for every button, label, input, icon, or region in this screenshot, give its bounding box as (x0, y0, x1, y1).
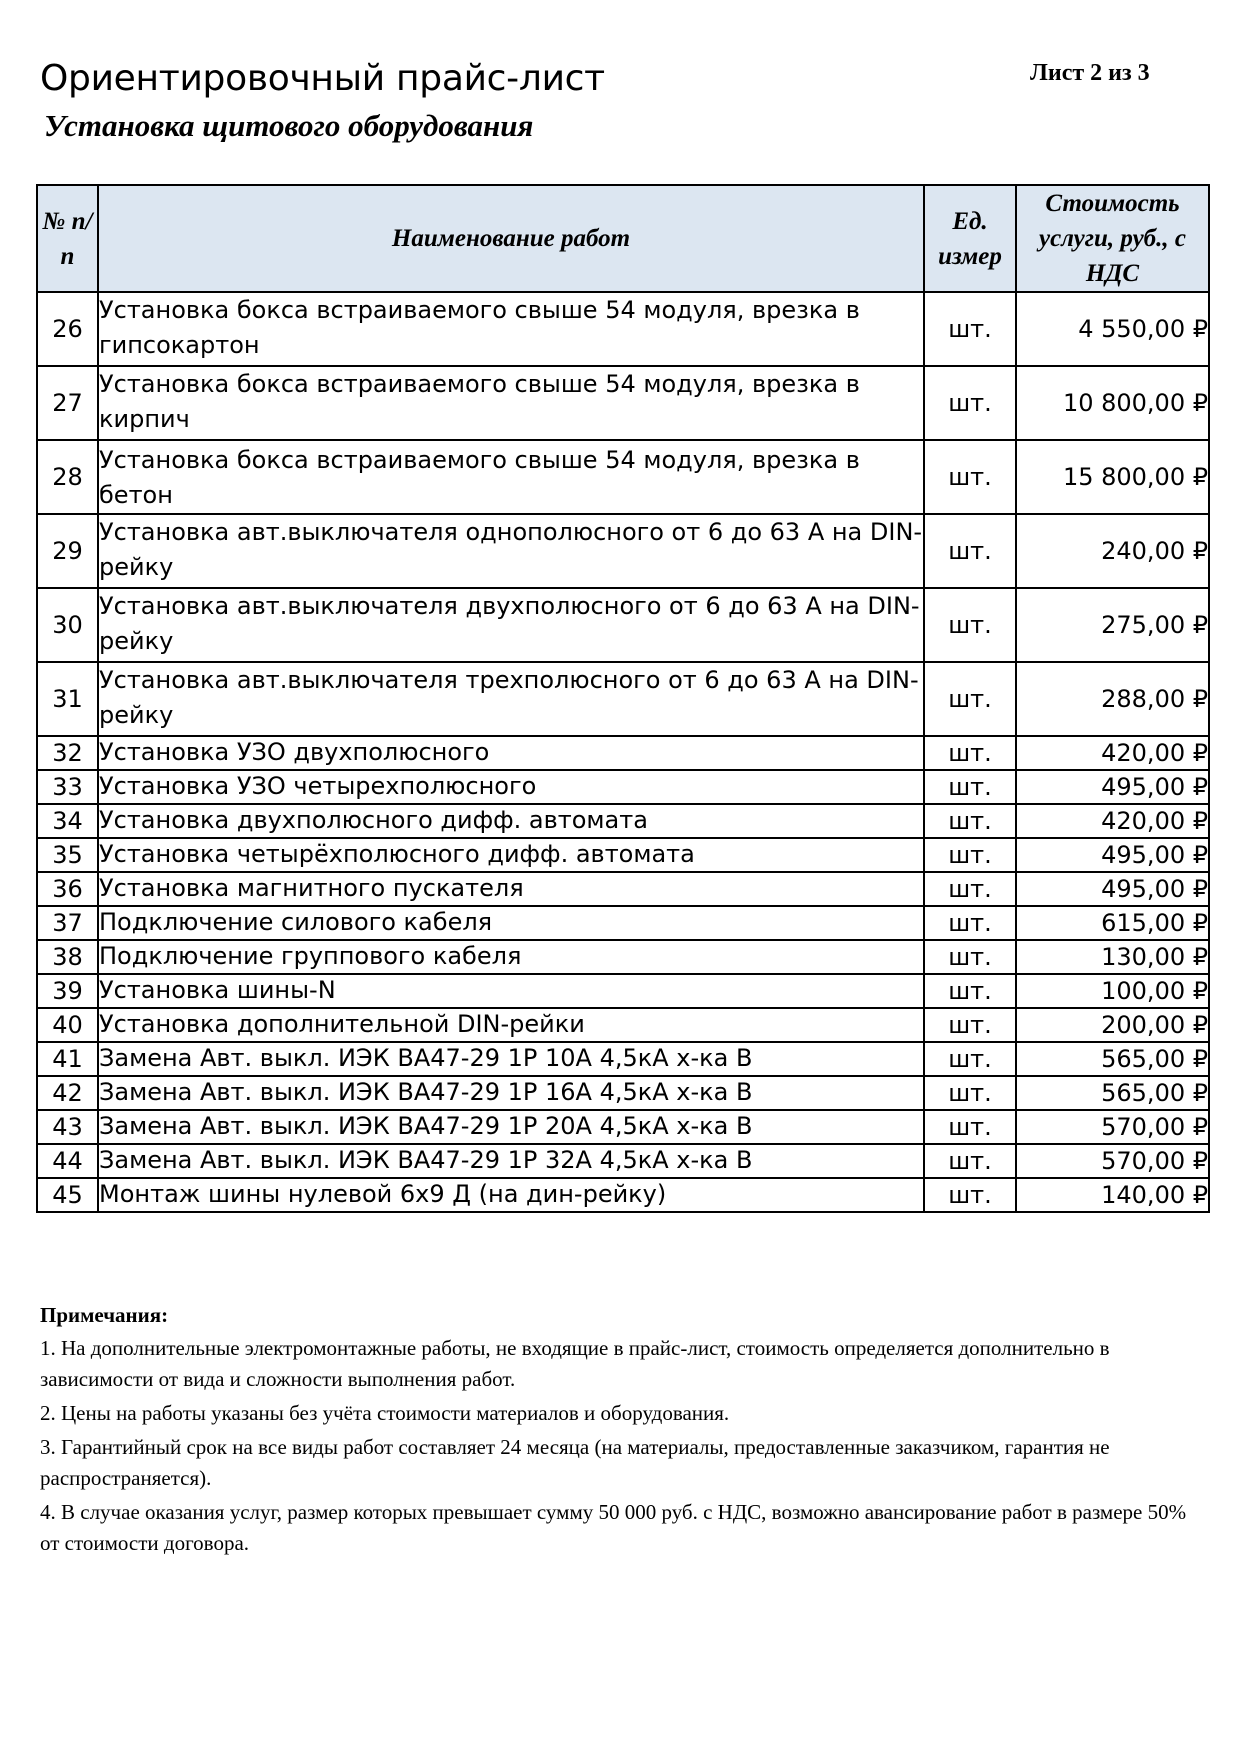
row-name: Подключение силового кабеля (98, 906, 924, 940)
table-row (37, 1178, 1209, 1212)
row-unit: шт. (924, 736, 1016, 770)
row-num: 34 (37, 804, 98, 838)
row-unit: шт. (924, 838, 1016, 872)
row-price: 495,00 ₽ (1016, 872, 1209, 906)
row-name: Установка бокса встраиваемого свыше 54 модуля, врезка в кирпич (98, 366, 924, 440)
row-num: 35 (37, 838, 98, 872)
row-name: Замена Авт. выкл. ИЭК ВА47-29 1Р 32А 4,5кА х-ка В (98, 1144, 924, 1178)
table-row (37, 1144, 1209, 1178)
row-num: 31 (37, 662, 98, 736)
row-unit: шт. (924, 974, 1016, 1008)
row-price: 420,00 ₽ (1016, 736, 1209, 770)
row-unit: шт. (924, 1076, 1016, 1110)
table-row (37, 770, 1209, 804)
row-num: 45 (37, 1178, 98, 1212)
table-row (37, 940, 1209, 974)
table-row (37, 1110, 1209, 1144)
row-price: 570,00 ₽ (1016, 1110, 1209, 1144)
row-num: 32 (37, 736, 98, 770)
notes-section (40, 1300, 1210, 1562)
table-row (37, 736, 1209, 770)
row-unit: шт. (924, 588, 1016, 662)
row-price: 15 800,00 ₽ (1016, 440, 1209, 514)
table-row (37, 1042, 1209, 1076)
row-name: Установка УЗО четырехполюсного (98, 770, 924, 804)
row-unit: шт. (924, 1042, 1016, 1076)
row-name: Установка дополнительной DIN-рейки (98, 1008, 924, 1042)
column-header-name: Наименование работ (98, 185, 924, 292)
row-unit: шт. (924, 770, 1016, 804)
row-name: Установка авт.выключателя однополюсного от 6 до 63 А на DIN-рейку (98, 514, 924, 588)
row-num: 28 (37, 440, 98, 514)
row-unit: шт. (924, 1110, 1016, 1144)
row-price: 615,00 ₽ (1016, 906, 1209, 940)
row-unit: шт. (924, 940, 1016, 974)
row-name: Замена Авт. выкл. ИЭК ВА47-29 1Р 16А 4,5кА х-ка В (98, 1076, 924, 1110)
row-num: 44 (37, 1144, 98, 1178)
row-price: 130,00 ₽ (1016, 940, 1209, 974)
row-name: Установка бокса встраиваемого свыше 54 модуля, врезка в бетон (98, 440, 924, 514)
row-name: Установка двухполюсного дифф. автомата (98, 804, 924, 838)
row-name: Установка бокса встраиваемого свыше 54 модуля, врезка в гипсокартон (98, 292, 924, 366)
row-price: 495,00 ₽ (1016, 770, 1209, 804)
note-item: 4. В случае оказания услуг, размер которых превышает сумму 50 000 руб. с НДС, возможно авансирование работ в размере 50% от стоимости договора. (40, 1500, 1187, 1555)
sheet-number: Лист 2 из 3 (1030, 60, 1150, 86)
row-name: Замена Авт. выкл. ИЭК ВА47-29 1Р 10А 4,5кА х-ка В (98, 1042, 924, 1076)
row-name: Замена Авт. выкл. ИЭК ВА47-29 1Р 20А 4,5кА х-ка В (98, 1110, 924, 1144)
row-price: 275,00 ₽ (1016, 588, 1209, 662)
table-row (37, 872, 1209, 906)
note-item: 1. На дополнительные электромонтажные работы, не входящие в прайс-лист, стоимость определяется дополнительно в зависимости от вида и сложности выполнения работ. (40, 1336, 1110, 1391)
row-num: 43 (37, 1110, 98, 1144)
row-price: 10 800,00 ₽ (1016, 366, 1209, 440)
row-unit: шт. (924, 440, 1016, 514)
row-unit: шт. (924, 906, 1016, 940)
row-num: 29 (37, 514, 98, 588)
row-price: 420,00 ₽ (1016, 804, 1209, 838)
row-unit: шт. (924, 366, 1016, 440)
column-header-num: № п/п (37, 185, 98, 292)
table-header-row (37, 185, 1209, 292)
row-name: Установка авт.выключателя двухполюсного от 6 до 63 А на DIN-рейку (98, 588, 924, 662)
row-num: 27 (37, 366, 98, 440)
row-num: 39 (37, 974, 98, 1008)
row-name: Установка четырёхполюсного дифф. автомата (98, 838, 924, 872)
price-table (36, 184, 1210, 1213)
row-num: 37 (37, 906, 98, 940)
column-header-price: Стоимость услуги, руб., с НДС (1016, 185, 1209, 292)
table-row (37, 514, 1209, 588)
table-row (37, 366, 1209, 440)
table-row (37, 1008, 1209, 1042)
table-row (37, 974, 1209, 1008)
row-num: 40 (37, 1008, 98, 1042)
row-unit: шт. (924, 804, 1016, 838)
row-unit: шт. (924, 514, 1016, 588)
row-price: 565,00 ₽ (1016, 1076, 1209, 1110)
row-price: 100,00 ₽ (1016, 974, 1209, 1008)
row-price: 240,00 ₽ (1016, 514, 1209, 588)
row-num: 38 (37, 940, 98, 974)
row-num: 42 (37, 1076, 98, 1110)
table-row (37, 440, 1209, 514)
row-num: 36 (37, 872, 98, 906)
table-row (37, 588, 1209, 662)
table-row (37, 1076, 1209, 1110)
row-unit: шт. (924, 872, 1016, 906)
row-num: 30 (37, 588, 98, 662)
row-name: Подключение группового кабеля (98, 940, 924, 974)
row-unit: шт. (924, 1144, 1016, 1178)
table-row (37, 804, 1209, 838)
column-header-unit: Ед. измер (924, 185, 1016, 292)
row-price: 565,00 ₽ (1016, 1042, 1209, 1076)
row-unit: шт. (924, 1178, 1016, 1212)
note-item: 3. Гарантийный срок на все виды работ составляет 24 месяца (на материалы, предоставленные заказчиком, гарантия не распространяется). (40, 1435, 1110, 1490)
notes-title: Примечания: (40, 1303, 169, 1327)
row-unit: шт. (924, 1008, 1016, 1042)
table-row (37, 662, 1209, 736)
row-name: Установка шины-N (98, 974, 924, 1008)
table-row (37, 906, 1209, 940)
table-row (37, 292, 1209, 366)
row-price: 140,00 ₽ (1016, 1178, 1209, 1212)
row-price: 288,00 ₽ (1016, 662, 1209, 736)
row-name: Монтаж шины нулевой 6х9 Д (на дин-рейку) (98, 1178, 924, 1212)
table-row (37, 838, 1209, 872)
page-subtitle: Установка щитового оборудования (44, 108, 534, 143)
note-item: 2. Цены на работы указаны без учёта стоимости материалов и оборудования. (40, 1401, 730, 1425)
row-num: 41 (37, 1042, 98, 1076)
row-unit: шт. (924, 662, 1016, 736)
row-name: Установка авт.выключателя трехполюсного от 6 до 63 А на DIN-рейку (98, 662, 924, 736)
row-price: 200,00 ₽ (1016, 1008, 1209, 1042)
row-price: 4 550,00 ₽ (1016, 292, 1209, 366)
row-price: 495,00 ₽ (1016, 838, 1209, 872)
row-price: 570,00 ₽ (1016, 1144, 1209, 1178)
row-unit: шт. (924, 292, 1016, 366)
row-name: Установка магнитного пускателя (98, 872, 924, 906)
row-num: 33 (37, 770, 98, 804)
row-name: Установка УЗО двухполюсного (98, 736, 924, 770)
page-title: Ориентировочный прайс-лист (40, 58, 605, 99)
row-num: 26 (37, 292, 98, 366)
